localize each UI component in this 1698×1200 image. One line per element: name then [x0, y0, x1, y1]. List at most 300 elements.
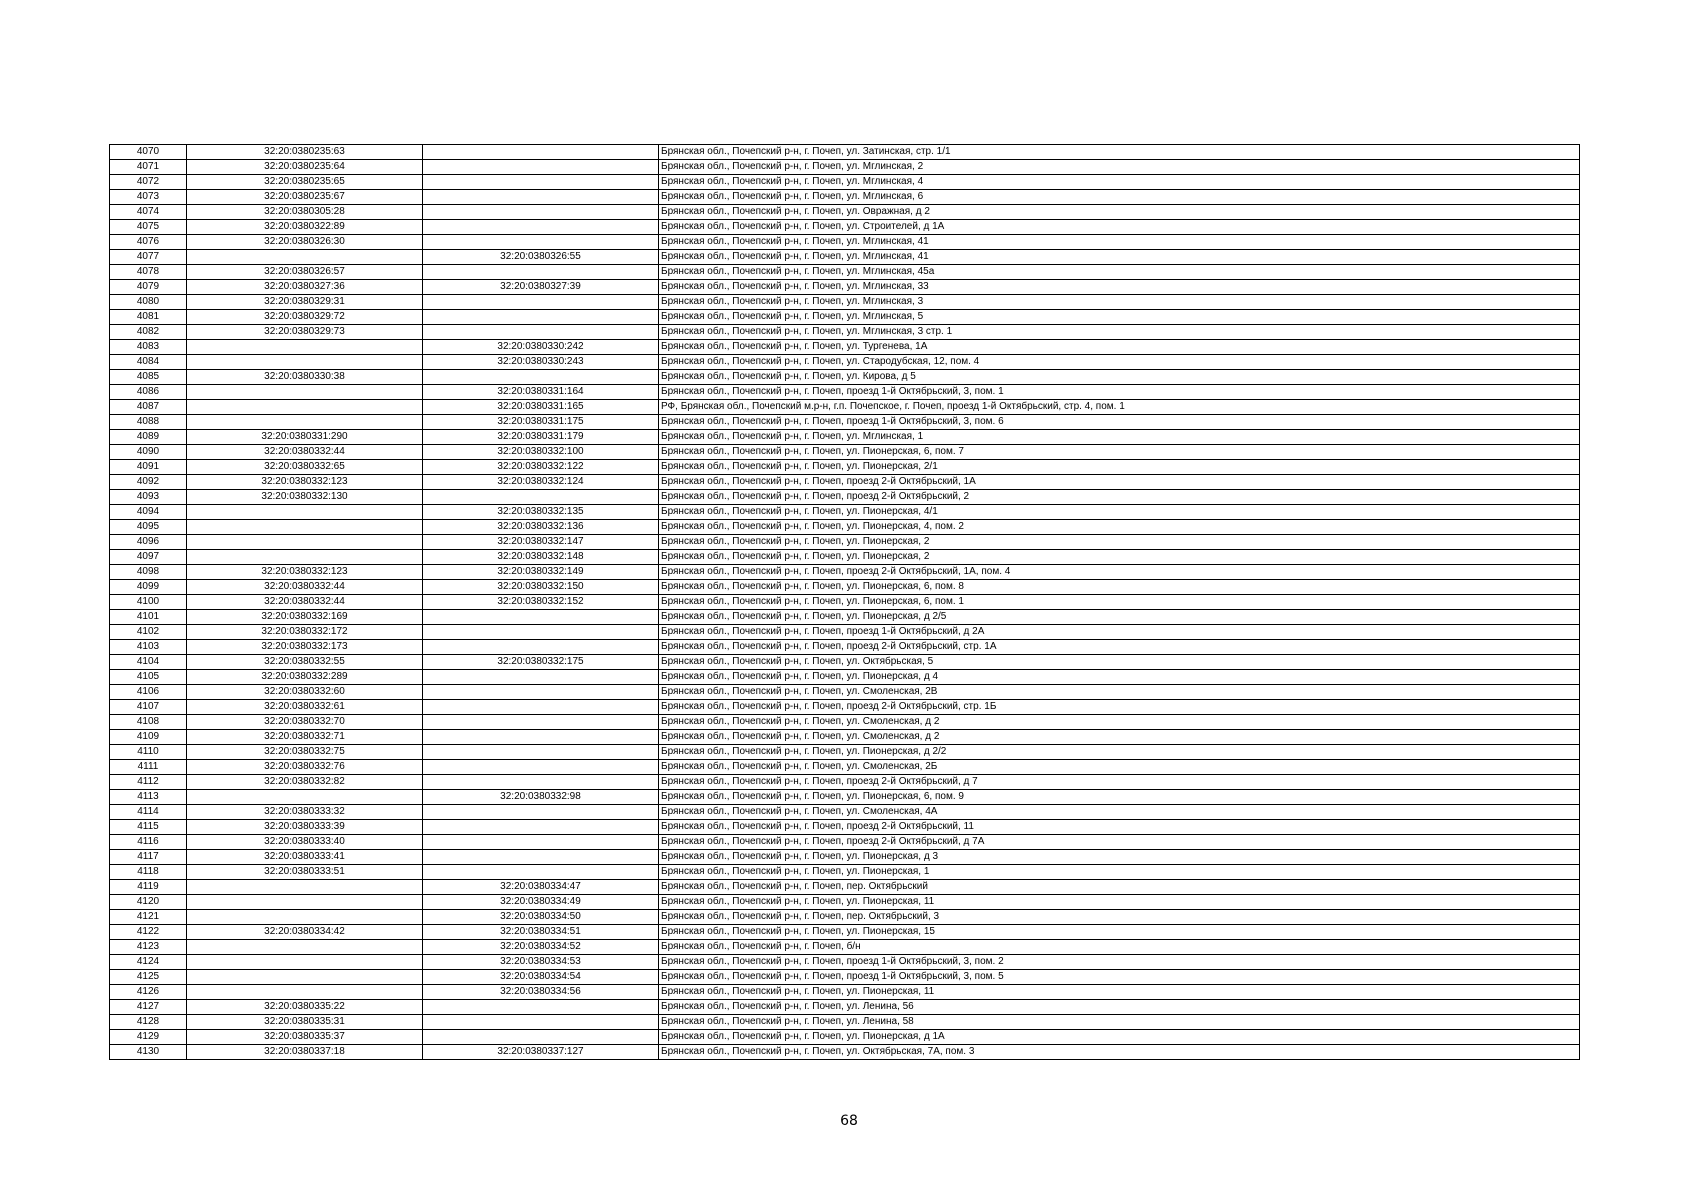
table-row [110, 550, 1580, 565]
row-number-cell: 4112 [110, 775, 187, 790]
address-cell: Брянская обл., Почепский р-н, г. Почеп, ул. Стародубская, 12, пом. 4 [659, 355, 1580, 370]
object-cadastral-number-cell [423, 190, 659, 205]
page-number: 68 [840, 1113, 858, 1129]
object-cadastral-number-cell [423, 700, 659, 715]
row-number-cell: 4076 [110, 235, 187, 250]
address-cell: Брянская обл., Почепский р-н, г. Почеп, проезд 1-й Октябрьский, д 2А [659, 625, 1580, 640]
cadastral-number-cell: 32:20:0380334:42 [187, 925, 423, 940]
cadastral-number-cell [187, 880, 423, 895]
cadastral-number-cell: 32:20:0380335:37 [187, 1030, 423, 1045]
row-number-cell: 4126 [110, 985, 187, 1000]
cadastral-number-cell: 32:20:0380333:39 [187, 820, 423, 835]
address-cell: Брянская обл., Почепский р-н, г. Почеп, ул. Мглинская, 5 [659, 310, 1580, 325]
table-row [110, 910, 1580, 925]
row-number-cell: 4109 [110, 730, 187, 745]
object-cadastral-number-cell: 32:20:0380330:242 [423, 340, 659, 355]
cadastral-number-cell: 32:20:0380332:70 [187, 715, 423, 730]
row-number-cell: 4125 [110, 970, 187, 985]
row-number-cell: 4117 [110, 850, 187, 865]
table-row [110, 655, 1580, 670]
table-row [110, 460, 1580, 475]
table-row [110, 730, 1580, 745]
cadastral-number-cell: 32:20:0380333:32 [187, 805, 423, 820]
address-cell: Брянская обл., Почепский р-н, г. Почеп, ул. Смоленская, 2Б [659, 760, 1580, 775]
table-row [110, 475, 1580, 490]
row-number-cell: 4071 [110, 160, 187, 175]
row-number-cell: 4077 [110, 250, 187, 265]
object-cadastral-number-cell [423, 1030, 659, 1045]
address-cell: Брянская обл., Почепский р-н, г. Почеп, ул. Мглинская, 3 [659, 295, 1580, 310]
cadastral-number-cell: 32:20:0380331:290 [187, 430, 423, 445]
cadastral-number-cell: 32:20:0380332:130 [187, 490, 423, 505]
cadastral-number-cell: 32:20:0380332:123 [187, 475, 423, 490]
table-row [110, 1015, 1580, 1030]
table-row [110, 250, 1580, 265]
address-cell: Брянская обл., Почепский р-н, г. Почеп, проезд 1-й Октябрьский, 3, пом. 5 [659, 970, 1580, 985]
object-cadastral-number-cell: 32:20:0380332:149 [423, 565, 659, 580]
table-row [110, 190, 1580, 205]
table-row [110, 220, 1580, 235]
object-cadastral-number-cell [423, 820, 659, 835]
object-cadastral-number-cell [423, 1000, 659, 1015]
table-row [110, 160, 1580, 175]
cadastral-number-cell [187, 970, 423, 985]
cadastral-number-cell [187, 535, 423, 550]
object-cadastral-number-cell [423, 160, 659, 175]
table-row [110, 865, 1580, 880]
table-row [110, 805, 1580, 820]
row-number-cell: 4097 [110, 550, 187, 565]
address-cell: Брянская обл., Почепский р-н, г. Почеп, ул. Смоленская, д 2 [659, 715, 1580, 730]
table-row [110, 835, 1580, 850]
table-row [110, 625, 1580, 640]
address-cell: Брянская обл., Почепский р-н, г. Почеп, ул. Октябрьская, 5 [659, 655, 1580, 670]
object-cadastral-number-cell: 32:20:0380332:122 [423, 460, 659, 475]
row-number-cell: 4106 [110, 685, 187, 700]
cadastral-number-cell: 32:20:0380333:41 [187, 850, 423, 865]
table-row [110, 760, 1580, 775]
row-number-cell: 4087 [110, 400, 187, 415]
object-cadastral-number-cell [423, 610, 659, 625]
table-row [110, 490, 1580, 505]
object-cadastral-number-cell [423, 745, 659, 760]
table-row [110, 205, 1580, 220]
row-number-cell: 4099 [110, 580, 187, 595]
table-row [110, 145, 1580, 160]
row-number-cell: 4078 [110, 265, 187, 280]
address-cell: Брянская обл., Почепский р-н, г. Почеп, ул. Пионерская, 6, пом. 1 [659, 595, 1580, 610]
object-cadastral-number-cell [423, 685, 659, 700]
object-cadastral-number-cell [423, 265, 659, 280]
row-number-cell: 4108 [110, 715, 187, 730]
object-cadastral-number-cell: 32:20:0380332:175 [423, 655, 659, 670]
row-number-cell: 4072 [110, 175, 187, 190]
object-cadastral-number-cell [423, 865, 659, 880]
object-cadastral-number-cell [423, 670, 659, 685]
cadastral-number-cell: 32:20:0380332:44 [187, 580, 423, 595]
address-cell: Брянская обл., Почепский р-н, г. Почеп, проезд 1-й Октябрьский, 3, пом. 2 [659, 955, 1580, 970]
cadastral-number-cell: 32:20:0380333:40 [187, 835, 423, 850]
row-number-cell: 4093 [110, 490, 187, 505]
address-cell: Брянская обл., Почепский р-н, г. Почеп, проезд 2-й Октябрьский, 11 [659, 820, 1580, 835]
address-cell: Брянская обл., Почепский р-н, г. Почеп, ул. Мглинская, 33 [659, 280, 1580, 295]
object-cadastral-number-cell [423, 715, 659, 730]
table-row [110, 670, 1580, 685]
address-cell: Брянская обл., Почепский р-н, г. Почеп, ул. Ленина, 56 [659, 1000, 1580, 1015]
object-cadastral-number-cell [423, 835, 659, 850]
address-cell: Брянская обл., Почепский р-н, г. Почеп, ул. Пионерская, 1 [659, 865, 1580, 880]
address-cell: Брянская обл., Почепский р-н, г. Почеп, ул. Пионерская, 2 [659, 550, 1580, 565]
table-row [110, 580, 1580, 595]
address-cell: Брянская обл., Почепский р-н, г. Почеп, ул. Пионерская, 6, пом. 9 [659, 790, 1580, 805]
cadastral-number-cell: 32:20:0380332:123 [187, 565, 423, 580]
row-number-cell: 4116 [110, 835, 187, 850]
table-row [110, 715, 1580, 730]
cadastral-number-cell: 32:20:0380333:51 [187, 865, 423, 880]
cadastral-number-cell [187, 895, 423, 910]
table-row [110, 325, 1580, 340]
row-number-cell: 4075 [110, 220, 187, 235]
address-cell: Брянская обл., Почепский р-н, г. Почеп, ул. Смоленская, 2В [659, 685, 1580, 700]
table-row [110, 340, 1580, 355]
row-number-cell: 4089 [110, 430, 187, 445]
address-cell: Брянская обл., Почепский р-н, г. Почеп, ул. Пионерская, д 3 [659, 850, 1580, 865]
object-cadastral-number-cell: 32:20:0380332:148 [423, 550, 659, 565]
registry-table [109, 144, 1580, 1060]
cadastral-number-cell: 32:20:0380335:22 [187, 1000, 423, 1015]
address-cell: Брянская обл., Почепский р-н, г. Почеп, ул. Строителей, д 1А [659, 220, 1580, 235]
row-number-cell: 4070 [110, 145, 187, 160]
table-row [110, 445, 1580, 460]
address-cell: Брянская обл., Почепский р-н, г. Почеп, ул. Пионерская, д 2/5 [659, 610, 1580, 625]
cadastral-number-cell [187, 250, 423, 265]
object-cadastral-number-cell: 32:20:0380331:165 [423, 400, 659, 415]
table-row [110, 415, 1580, 430]
object-cadastral-number-cell: 32:20:0380332:147 [423, 535, 659, 550]
object-cadastral-number-cell [423, 145, 659, 160]
object-cadastral-number-cell: 32:20:0380327:39 [423, 280, 659, 295]
address-cell: Брянская обл., Почепский р-н, г. Почеп, ул. Пионерская, д 1А [659, 1030, 1580, 1045]
object-cadastral-number-cell: 32:20:0380337:127 [423, 1045, 659, 1060]
address-cell: Брянская обл., Почепский р-н, г. Почеп, проезд 2-й Октябрьский, стр. 1Б [659, 700, 1580, 715]
row-number-cell: 4102 [110, 625, 187, 640]
table-row [110, 385, 1580, 400]
table-row [110, 925, 1580, 940]
address-cell: Брянская обл., Почепский р-н, г. Почеп, проезд 1-й Октябрьский, 3, пом. 6 [659, 415, 1580, 430]
cadastral-number-cell: 32:20:0380332:71 [187, 730, 423, 745]
row-number-cell: 4130 [110, 1045, 187, 1060]
table-row [110, 790, 1580, 805]
object-cadastral-number-cell: 32:20:0380331:179 [423, 430, 659, 445]
table-row [110, 520, 1580, 535]
cadastral-number-cell: 32:20:0380332:65 [187, 460, 423, 475]
cadastral-number-cell [187, 355, 423, 370]
object-cadastral-number-cell: 32:20:0380334:50 [423, 910, 659, 925]
object-cadastral-number-cell [423, 175, 659, 190]
row-number-cell: 4073 [110, 190, 187, 205]
object-cadastral-number-cell: 32:20:0380330:243 [423, 355, 659, 370]
cadastral-number-cell: 32:20:0380235:67 [187, 190, 423, 205]
address-cell: Брянская обл., Почепский р-н, г. Почеп, ул. Мглинская, 45а [659, 265, 1580, 280]
cadastral-number-cell: 32:20:0380322:89 [187, 220, 423, 235]
table-row [110, 700, 1580, 715]
table-row [110, 370, 1580, 385]
table-row [110, 1045, 1580, 1060]
object-cadastral-number-cell [423, 235, 659, 250]
address-cell: Брянская обл., Почепский р-н, г. Почеп, проезд 2-й Октябрьский, 1А, пом. 4 [659, 565, 1580, 580]
row-number-cell: 4092 [110, 475, 187, 490]
table-row [110, 850, 1580, 865]
address-cell: Брянская обл., Почепский р-н, г. Почеп, ул. Овражная, д 2 [659, 205, 1580, 220]
address-cell: Брянская обл., Почепский р-н, г. Почеп, ул. Мглинская, 1 [659, 430, 1580, 445]
object-cadastral-number-cell: 32:20:0380334:56 [423, 985, 659, 1000]
row-number-cell: 4086 [110, 385, 187, 400]
address-cell: Брянская обл., Почепский р-н, г. Почеп, ул. Пионерская, 4/1 [659, 505, 1580, 520]
cadastral-number-cell: 32:20:0380332:55 [187, 655, 423, 670]
row-number-cell: 4128 [110, 1015, 187, 1030]
address-cell: Брянская обл., Почепский р-н, г. Почеп, ул. Ленина, 58 [659, 1015, 1580, 1030]
address-cell: Брянская обл., Почепский р-н, г. Почеп, пер. Октябрьский, 3 [659, 910, 1580, 925]
row-number-cell: 4090 [110, 445, 187, 460]
object-cadastral-number-cell: 32:20:0380334:52 [423, 940, 659, 955]
table-row [110, 880, 1580, 895]
object-cadastral-number-cell [423, 640, 659, 655]
address-cell: Брянская обл., Почепский р-н, г. Почеп, ул. Пионерская, 15 [659, 925, 1580, 940]
row-number-cell: 4098 [110, 565, 187, 580]
address-cell: Брянская обл., Почепский р-н, г. Почеп, ул. Пионерская, 2 [659, 535, 1580, 550]
row-number-cell: 4129 [110, 1030, 187, 1045]
cadastral-number-cell [187, 340, 423, 355]
table-row [110, 940, 1580, 955]
address-cell: Брянская обл., Почепский р-н, г. Почеп, ул. Пионерская, 6, пом. 8 [659, 580, 1580, 595]
table-row [110, 310, 1580, 325]
object-cadastral-number-cell: 32:20:0380334:53 [423, 955, 659, 970]
address-cell: Брянская обл., Почепский р-н, г. Почеп, ул. Мглинская, 6 [659, 190, 1580, 205]
address-cell: Брянская обл., Почепский р-н, г. Почеп, б/н [659, 940, 1580, 955]
address-cell: Брянская обл., Почепский р-н, г. Почеп, проезд 2-й Октябрьский, 2 [659, 490, 1580, 505]
row-number-cell: 4079 [110, 280, 187, 295]
row-number-cell: 4120 [110, 895, 187, 910]
table-row [110, 430, 1580, 445]
cadastral-number-cell: 32:20:0380329:73 [187, 325, 423, 340]
object-cadastral-number-cell: 32:20:0380334:49 [423, 895, 659, 910]
address-cell: Брянская обл., Почепский р-н, г. Почеп, ул. Мглинская, 41 [659, 235, 1580, 250]
cadastral-number-cell [187, 400, 423, 415]
address-cell: Брянская обл., Почепский р-н, г. Почеп, ул. Мглинская, 41 [659, 250, 1580, 265]
cadastral-number-cell [187, 520, 423, 535]
address-cell: Брянская обл., Почепский р-н, г. Почеп, ул. Пионерская, 11 [659, 895, 1580, 910]
object-cadastral-number-cell [423, 625, 659, 640]
object-cadastral-number-cell: 32:20:0380332:136 [423, 520, 659, 535]
row-number-cell: 4124 [110, 955, 187, 970]
object-cadastral-number-cell [423, 220, 659, 235]
cadastral-number-cell: 32:20:0380329:31 [187, 295, 423, 310]
object-cadastral-number-cell [423, 775, 659, 790]
row-number-cell: 4121 [110, 910, 187, 925]
address-cell: Брянская обл., Почепский р-н, г. Почеп, проезд 2-й Октябрьский, д 7А [659, 835, 1580, 850]
address-cell: Брянская обл., Почепский р-н, г. Почеп, ул. Тургенева, 1А [659, 340, 1580, 355]
cadastral-number-cell [187, 505, 423, 520]
address-cell: Брянская обл., Почепский р-н, г. Почеп, ул. Мглинская, 3 стр. 1 [659, 325, 1580, 340]
table-row [110, 235, 1580, 250]
cadastral-number-cell: 32:20:0380235:64 [187, 160, 423, 175]
cadastral-number-cell [187, 940, 423, 955]
table-body [110, 145, 1580, 1060]
cadastral-number-cell: 32:20:0380332:44 [187, 445, 423, 460]
address-cell: Брянская обл., Почепский р-н, г. Почеп, ул. Пионерская, 6, пом. 7 [659, 445, 1580, 460]
table-row [110, 280, 1580, 295]
row-number-cell: 4083 [110, 340, 187, 355]
table-row [110, 400, 1580, 415]
row-number-cell: 4081 [110, 310, 187, 325]
table-row [110, 1030, 1580, 1045]
table-row [110, 745, 1580, 760]
row-number-cell: 4103 [110, 640, 187, 655]
row-number-cell: 4118 [110, 865, 187, 880]
row-number-cell: 4104 [110, 655, 187, 670]
table-row [110, 595, 1580, 610]
cadastral-number-cell: 32:20:0380335:31 [187, 1015, 423, 1030]
object-cadastral-number-cell [423, 760, 659, 775]
row-number-cell: 4114 [110, 805, 187, 820]
row-number-cell: 4096 [110, 535, 187, 550]
cadastral-number-cell: 32:20:0380235:65 [187, 175, 423, 190]
object-cadastral-number-cell [423, 205, 659, 220]
object-cadastral-number-cell: 32:20:0380332:150 [423, 580, 659, 595]
table-row [110, 535, 1580, 550]
address-cell: Брянская обл., Почепский р-н, г. Почеп, ул. Пионерская, д 2/2 [659, 745, 1580, 760]
row-number-cell: 4127 [110, 1000, 187, 1015]
row-number-cell: 4084 [110, 355, 187, 370]
table-row [110, 295, 1580, 310]
address-cell: Брянская обл., Почепский р-н, г. Почеп, ул. Смоленская, д 2 [659, 730, 1580, 745]
row-number-cell: 4094 [110, 505, 187, 520]
cadastral-number-cell [187, 955, 423, 970]
object-cadastral-number-cell: 32:20:0380334:47 [423, 880, 659, 895]
cadastral-number-cell: 32:20:0380330:38 [187, 370, 423, 385]
cadastral-number-cell: 32:20:0380332:61 [187, 700, 423, 715]
object-cadastral-number-cell [423, 295, 659, 310]
row-number-cell: 4122 [110, 925, 187, 940]
row-number-cell: 4100 [110, 595, 187, 610]
row-number-cell: 4111 [110, 760, 187, 775]
cadastral-number-cell [187, 790, 423, 805]
address-cell: Брянская обл., Почепский р-н, г. Почеп, проезд 2-й Октябрьский, д 7 [659, 775, 1580, 790]
address-cell: Брянская обл., Почепский р-н, г. Почеп, ул. Пионерская, 4, пом. 2 [659, 520, 1580, 535]
row-number-cell: 4123 [110, 940, 187, 955]
cadastral-number-cell [187, 550, 423, 565]
address-cell: Брянская обл., Почепский р-н, г. Почеп, проезд 2-й Октябрьский, 1А [659, 475, 1580, 490]
object-cadastral-number-cell: 32:20:0380331:164 [423, 385, 659, 400]
table-row [110, 970, 1580, 985]
object-cadastral-number-cell: 32:20:0380332:98 [423, 790, 659, 805]
cadastral-number-cell: 32:20:0380332:82 [187, 775, 423, 790]
row-number-cell: 4105 [110, 670, 187, 685]
address-cell: Брянская обл., Почепский р-н, г. Почеп, ул. Пионерская, 11 [659, 985, 1580, 1000]
table-row [110, 985, 1580, 1000]
row-number-cell: 4095 [110, 520, 187, 535]
table-row [110, 820, 1580, 835]
row-number-cell: 4082 [110, 325, 187, 340]
cadastral-number-cell: 32:20:0380332:44 [187, 595, 423, 610]
table-row [110, 775, 1580, 790]
object-cadastral-number-cell [423, 805, 659, 820]
address-cell: Брянская обл., Почепский р-н, г. Почеп, ул. Пионерская, 2/1 [659, 460, 1580, 475]
row-number-cell: 4088 [110, 415, 187, 430]
cadastral-number-cell: 32:20:0380332:289 [187, 670, 423, 685]
cadastral-number-cell: 32:20:0380332:173 [187, 640, 423, 655]
address-cell: РФ, Брянская обл., Почепский м.р-н, г.п. Почепское, г. Почеп, проезд 1-й Октябрьский, стр. 4, пом. 1 [659, 400, 1580, 415]
cadastral-number-cell [187, 910, 423, 925]
table-row [110, 355, 1580, 370]
cadastral-number-cell: 32:20:0380337:18 [187, 1045, 423, 1060]
address-cell: Брянская обл., Почепский р-н, г. Почеп, ул. Смоленская, 4А [659, 805, 1580, 820]
cadastral-number-cell: 32:20:0380305:28 [187, 205, 423, 220]
table-row [110, 1000, 1580, 1015]
cadastral-number-cell: 32:20:0380332:60 [187, 685, 423, 700]
cadastral-number-cell: 32:20:0380235:63 [187, 145, 423, 160]
address-cell: Брянская обл., Почепский р-н, г. Почеп, ул. Мглинская, 4 [659, 175, 1580, 190]
cadastral-number-cell: 32:20:0380326:57 [187, 265, 423, 280]
table-row [110, 610, 1580, 625]
object-cadastral-number-cell: 32:20:0380332:152 [423, 595, 659, 610]
row-number-cell: 4080 [110, 295, 187, 310]
table-row [110, 895, 1580, 910]
table-row [110, 685, 1580, 700]
cadastral-number-cell: 32:20:0380327:36 [187, 280, 423, 295]
address-cell: Брянская обл., Почепский р-н, г. Почеп, проезд 2-й Октябрьский, стр. 1А [659, 640, 1580, 655]
object-cadastral-number-cell [423, 310, 659, 325]
address-cell: Брянская обл., Почепский р-н, г. Почеп, проезд 1-й Октябрьский, 3, пом. 1 [659, 385, 1580, 400]
address-cell: Брянская обл., Почепский р-н, г. Почеп, ул. Пионерская, д 4 [659, 670, 1580, 685]
address-cell: Брянская обл., Почепский р-н, г. Почеп, ул. Мглинская, 2 [659, 160, 1580, 175]
object-cadastral-number-cell: 32:20:0380332:100 [423, 445, 659, 460]
table-row [110, 640, 1580, 655]
row-number-cell: 4107 [110, 700, 187, 715]
table-row [110, 955, 1580, 970]
object-cadastral-number-cell: 32:20:0380334:54 [423, 970, 659, 985]
cadastral-number-cell: 32:20:0380332:169 [187, 610, 423, 625]
cadastral-number-cell: 32:20:0380329:72 [187, 310, 423, 325]
object-cadastral-number-cell [423, 1015, 659, 1030]
cadastral-number-cell [187, 985, 423, 1000]
row-number-cell: 4101 [110, 610, 187, 625]
row-number-cell: 4119 [110, 880, 187, 895]
table-row [110, 265, 1580, 280]
address-cell: Брянская обл., Почепский р-н, г. Почеп, ул. Затинская, стр. 1/1 [659, 145, 1580, 160]
object-cadastral-number-cell [423, 490, 659, 505]
object-cadastral-number-cell [423, 370, 659, 385]
table-row [110, 505, 1580, 520]
object-cadastral-number-cell [423, 730, 659, 745]
address-cell: Брянская обл., Почепский р-н, г. Почеп, ул. Кирова, д 5 [659, 370, 1580, 385]
object-cadastral-number-cell: 32:20:0380334:51 [423, 925, 659, 940]
cadastral-number-cell: 32:20:0380326:30 [187, 235, 423, 250]
object-cadastral-number-cell: 32:20:0380332:124 [423, 475, 659, 490]
row-number-cell: 4074 [110, 205, 187, 220]
table-row [110, 565, 1580, 580]
cadastral-number-cell: 32:20:0380332:172 [187, 625, 423, 640]
table-row [110, 175, 1580, 190]
object-cadastral-number-cell [423, 325, 659, 340]
object-cadastral-number-cell: 32:20:0380326:55 [423, 250, 659, 265]
row-number-cell: 4091 [110, 460, 187, 475]
object-cadastral-number-cell [423, 850, 659, 865]
object-cadastral-number-cell: 32:20:0380332:135 [423, 505, 659, 520]
row-number-cell: 4110 [110, 745, 187, 760]
address-cell: Брянская обл., Почепский р-н, г. Почеп, ул. Октябрьская, 7А, пом. 3 [659, 1045, 1580, 1060]
cadastral-number-cell: 32:20:0380332:75 [187, 745, 423, 760]
